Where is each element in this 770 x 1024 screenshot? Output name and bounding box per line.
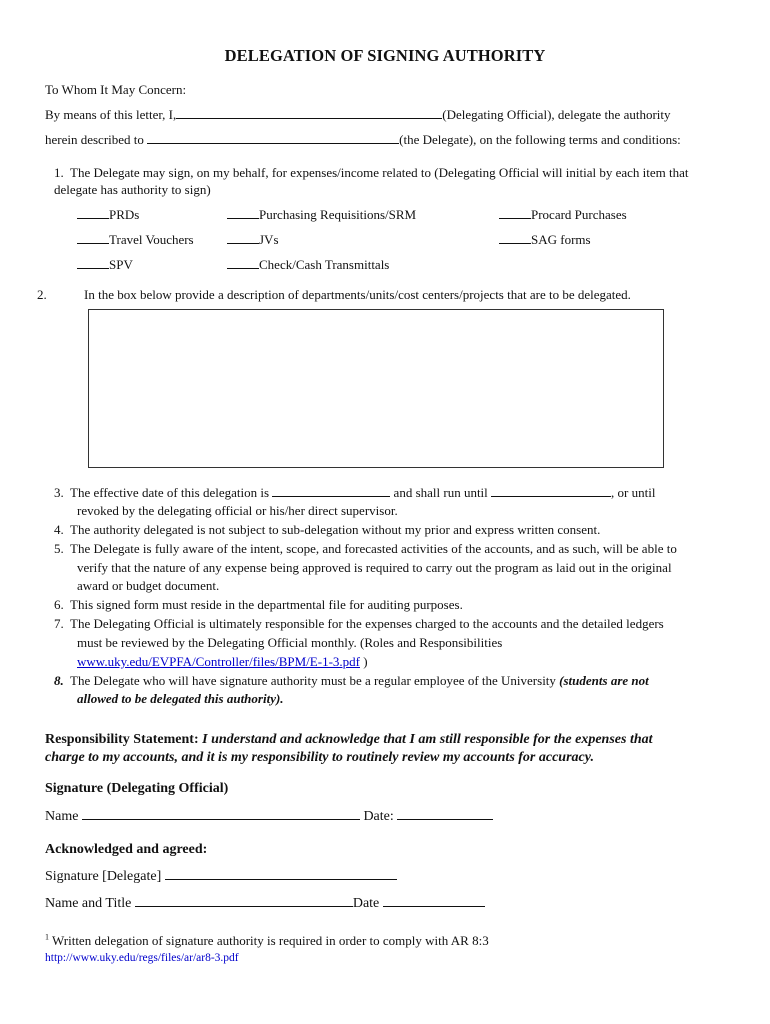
initial-blank[interactable] [499, 231, 531, 244]
ar-regulation-link[interactable]: http://www.uky.edu/regs/files/ar/ar8-3.pdf [45, 952, 239, 964]
initial-blank[interactable] [77, 206, 109, 219]
item-text: The Delegating Official is ultimately responsible for the expenses charged to the accounts and the detailed ledgers [70, 616, 664, 631]
item-text: ) [359, 654, 368, 669]
delegate-signature-label: Signature [Delegate] [45, 869, 162, 884]
delegate-signature-field[interactable] [165, 867, 397, 880]
initial-blank[interactable] [227, 256, 259, 269]
option-label: Travel Vouchers [109, 232, 194, 247]
item-number: 4. [54, 522, 64, 537]
item-2-number: 2. [37, 287, 47, 302]
item-text: and shall run until [393, 485, 488, 500]
intro-text: (the Delegate), on the following terms and conditions: [399, 132, 681, 147]
date-label: Date [352, 896, 380, 911]
item-number: 1. [54, 165, 64, 180]
salutation: To Whom It May Concern: [45, 82, 187, 97]
bpm-policy-link[interactable]: www.uky.edu/EVPFA/Controller/files/BPM/E-1-3.pdf [77, 654, 360, 669]
item-5 [54, 540, 677, 558]
name-title-label: Name and Title [45, 896, 132, 911]
end-date-field[interactable] [491, 484, 611, 497]
item-1 [54, 164, 689, 182]
option-label: Check/Cash Transmittals [259, 257, 390, 272]
item-5-line-2: verify that the nature of any expense being approved is required to carry out the program as laid out in the original [77, 560, 672, 575]
item-text: The effective date of this delegation is [70, 485, 270, 500]
option-label: SPV [109, 257, 133, 272]
ack-heading: Acknowledged and agreed: [45, 842, 208, 857]
effective-date-field[interactable] [272, 484, 390, 497]
item-text: , or until [611, 485, 656, 500]
footnote-text: Written delegation of signature authority is required in order to comply with AR 8:3 [49, 933, 489, 948]
delegating-official-field[interactable] [176, 106, 442, 119]
item-3-line-2: revoked by the delegating official or his/her direct supervisor. [77, 503, 398, 518]
item-1-line-2: delegate has authority to sign) [54, 182, 211, 197]
initial-blank[interactable] [227, 206, 259, 219]
option-sag-forms [499, 231, 591, 249]
item-text-emphasis: (students are not [559, 673, 649, 688]
description-box[interactable] [88, 309, 664, 468]
initial-blank[interactable] [227, 231, 259, 244]
intro-text: herein described to [45, 132, 144, 147]
date-field-2[interactable] [383, 894, 485, 907]
item-number: 8. [54, 673, 64, 688]
item-text: The authority delegated is not subject to sub-delegation without my prior and express written consent. [70, 522, 601, 537]
name-date-line [45, 807, 493, 826]
item-7-line-2: must be reviewed by the Delegating Official monthly. (Roles and Responsibilities [77, 635, 503, 650]
intro-text: (Delegating Official), delegate the authority [442, 107, 671, 122]
option-check-cash [227, 256, 389, 274]
option-label: SAG forms [531, 232, 591, 247]
option-purchasing-requisitions [227, 206, 416, 224]
item-8 [54, 672, 649, 690]
item-number: 7. [54, 616, 64, 631]
option-prds [77, 206, 139, 224]
date-field[interactable] [397, 807, 493, 820]
footnote-mark: 1 [45, 932, 49, 942]
intro-text: By means of this letter, I, [45, 107, 177, 122]
option-label: JVs [259, 232, 279, 247]
intro-line-2 [45, 131, 681, 149]
item-text: The Delegate may sign, on my behalf, for expenses/income related to (Delegating Official will initial by each item that [70, 165, 689, 180]
item-4 [54, 521, 600, 539]
item-3 [54, 484, 655, 502]
option-jvs [227, 231, 279, 249]
option-label: Purchasing Requisitions/SRM [259, 207, 417, 222]
delegate-field[interactable] [147, 131, 399, 144]
item-number: 5. [54, 541, 64, 556]
item-text: This signed form must reside in the departmental file for auditing purposes. [70, 597, 463, 612]
option-spv [77, 256, 133, 274]
item-text: The Delegate who will have signature authority must be a regular employee of the University [70, 673, 560, 688]
footnote [45, 932, 489, 950]
delegate-signature-line [45, 867, 397, 886]
item-6 [54, 596, 463, 614]
signature-heading: Signature (Delegating Official) [45, 781, 229, 796]
initial-blank[interactable] [499, 206, 531, 219]
item-7-line-3 [77, 653, 368, 671]
page-title: DELEGATION OF SIGNING AUTHORITY [224, 46, 546, 65]
item-number: 6. [54, 597, 64, 612]
date-label: Date: [363, 809, 394, 824]
responsibility-line-2: charge to my accounts, and it is my responsibility to routinely review my accounts for accuracy. [45, 750, 594, 765]
intro-line-1 [45, 106, 671, 124]
option-procard [499, 206, 627, 224]
responsibility-label: Responsibility Statement: [45, 732, 199, 747]
option-label: PRDs [109, 207, 140, 222]
initial-blank[interactable] [77, 256, 109, 269]
responsibility-statement [45, 731, 653, 749]
name-label: Name [45, 809, 79, 824]
name-title-line [45, 894, 485, 913]
item-7 [54, 615, 664, 633]
option-label: Procard Purchases [531, 207, 627, 222]
initial-blank[interactable] [77, 231, 109, 244]
item-8-line-2: allowed to be delegated this authority). [77, 691, 284, 706]
item-5-line-3: award or budget document. [77, 578, 220, 593]
item-2-text: In the box below provide a description of departments/units/cost centers/projects that are to be delegated. [84, 287, 631, 302]
name-title-field[interactable] [135, 894, 353, 907]
item-text: The Delegate is fully aware of the intent, scope, and forecasted activities of the accounts, and as such, will be able to [70, 541, 677, 556]
option-travel-vouchers [77, 231, 194, 249]
item-number: 3. [54, 485, 64, 500]
name-field[interactable] [82, 807, 360, 820]
responsibility-text: I understand and acknowledge that I am still responsible for the expenses that [198, 732, 653, 747]
